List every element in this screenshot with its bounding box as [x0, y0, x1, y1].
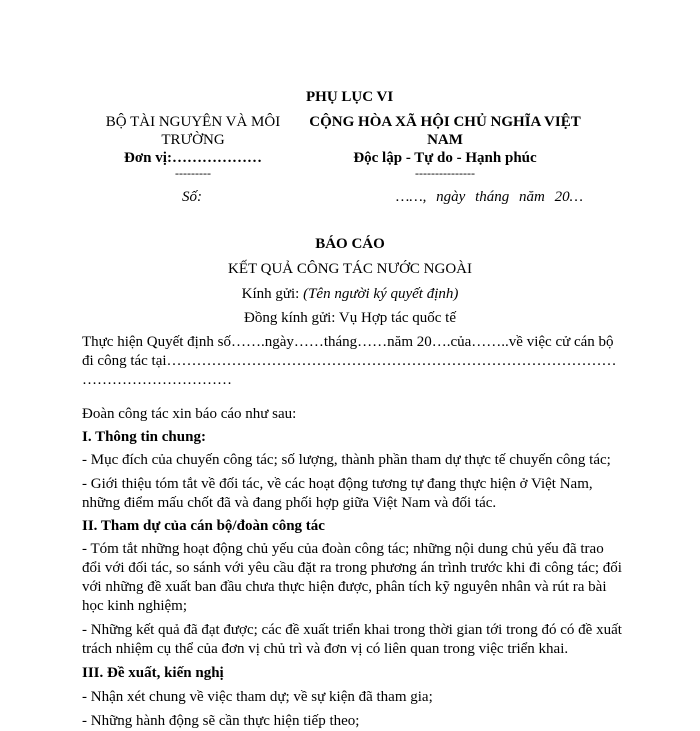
republic-name-line2: NAM: [427, 132, 463, 148]
section-2-item-2-line-1: - Những kết quả đã đạt được; các đề xuất triển khai trong thời gian tới trong đó có đề xuất: [82, 622, 622, 638]
ministry-name-line1: BỘ TÀI NGUYÊN VÀ MÔI: [105, 114, 281, 130]
left-divider: ---------: [175, 166, 211, 180]
section-1-item-2-line-1: - Giới thiệu tóm tắt về đối tác, về các hoạt động tương tự đang thực hiện ở Việt Nam,: [82, 476, 593, 492]
intro-line-3: …………………………: [82, 372, 232, 388]
section-2-item-1-line-1: - Tóm tắt những hoạt động chủ yếu của đoàn công tác; những nội dung chủ yếu đã trao: [82, 541, 604, 557]
section-3-item-1: - Nhận xét chung về việc tham dự; về sự kiện đã tham gia;: [82, 689, 433, 705]
republic-block: [300, 113, 590, 179]
intro-line-1: Thực hiện Quyết định số…….ngày……tháng……năm 20….của……..về việc cử cán bộ: [82, 334, 614, 350]
report-subtitle: KẾT QUẢ CÔNG TÁC NƯỚC NGOÀI: [228, 261, 472, 277]
section-2-title: II. Tham dự của cán bộ/đoàn công tác: [82, 518, 325, 534]
intro-line-2: đi công tác tại………………………………………………………………………………: [82, 353, 617, 369]
section-2-item-1-line-4: học kinh nghiệm;: [82, 598, 187, 614]
section-1-title: I. Thông tin chung:: [82, 429, 206, 445]
section-1-item-1: - Mục đích của chuyến công tác; số lượng, thành phần tham dự thực tế chuyến công tác;: [82, 452, 611, 468]
republic-name-line1: CỘNG HÒA XÃ HỘI CHỦ NGHĨA VIỆT: [309, 114, 581, 130]
section-2-item-1-line-3: với những đề xuất ban đầu chưa thực hiện được, phân tích kỹ nguyên nhân và rút ra bài: [82, 579, 607, 595]
ministry-block: [88, 113, 298, 179]
recipient-label: Kính gửi:: [241, 286, 304, 302]
report-body: [82, 333, 622, 731]
section-2-item-1-line-2: đổi với đối tác, so sánh với yêu cầu đặt ra trong phương án trình trước khi đi công tác; đối: [82, 560, 622, 576]
unit-label: Đơn vị:………………: [124, 150, 262, 166]
section-1-item-2-line-2: những điểm mấu chốt đã và đang phối hợp giữa Việt Nam và đối tác.: [82, 495, 497, 511]
report-title: BÁO CÁO: [315, 236, 385, 252]
document-date: ……, ngày tháng năm 20…: [396, 189, 583, 205]
recipient-line: [0, 286, 700, 303]
report-intro: Đoàn công tác xin báo cáo như sau:: [82, 406, 297, 422]
appendix-title: PHỤ LỤC VI: [306, 89, 394, 105]
section-3-title: III. Đề xuất, kiến nghị: [82, 665, 224, 681]
right-divider: ---------------: [415, 166, 475, 180]
recipient-value: (Tên người ký quyết định): [303, 286, 459, 302]
document-number: Số:: [182, 189, 202, 205]
section-2-item-2-line-2: trách nhiệm cụ thể của đơn vị chủ trì và đơn vị có liên quan trong việc triển khai.: [82, 641, 569, 657]
national-motto: Độc lập - Tự do - Hạnh phúc: [353, 150, 537, 166]
section-3-item-2: - Những hành động sẽ cần thực hiện tiếp theo;: [82, 713, 360, 729]
cc-line: Đồng kính gửi: Vụ Hợp tác quốc tế: [243, 310, 456, 326]
ministry-name-line2: TRƯỜNG: [161, 132, 225, 148]
